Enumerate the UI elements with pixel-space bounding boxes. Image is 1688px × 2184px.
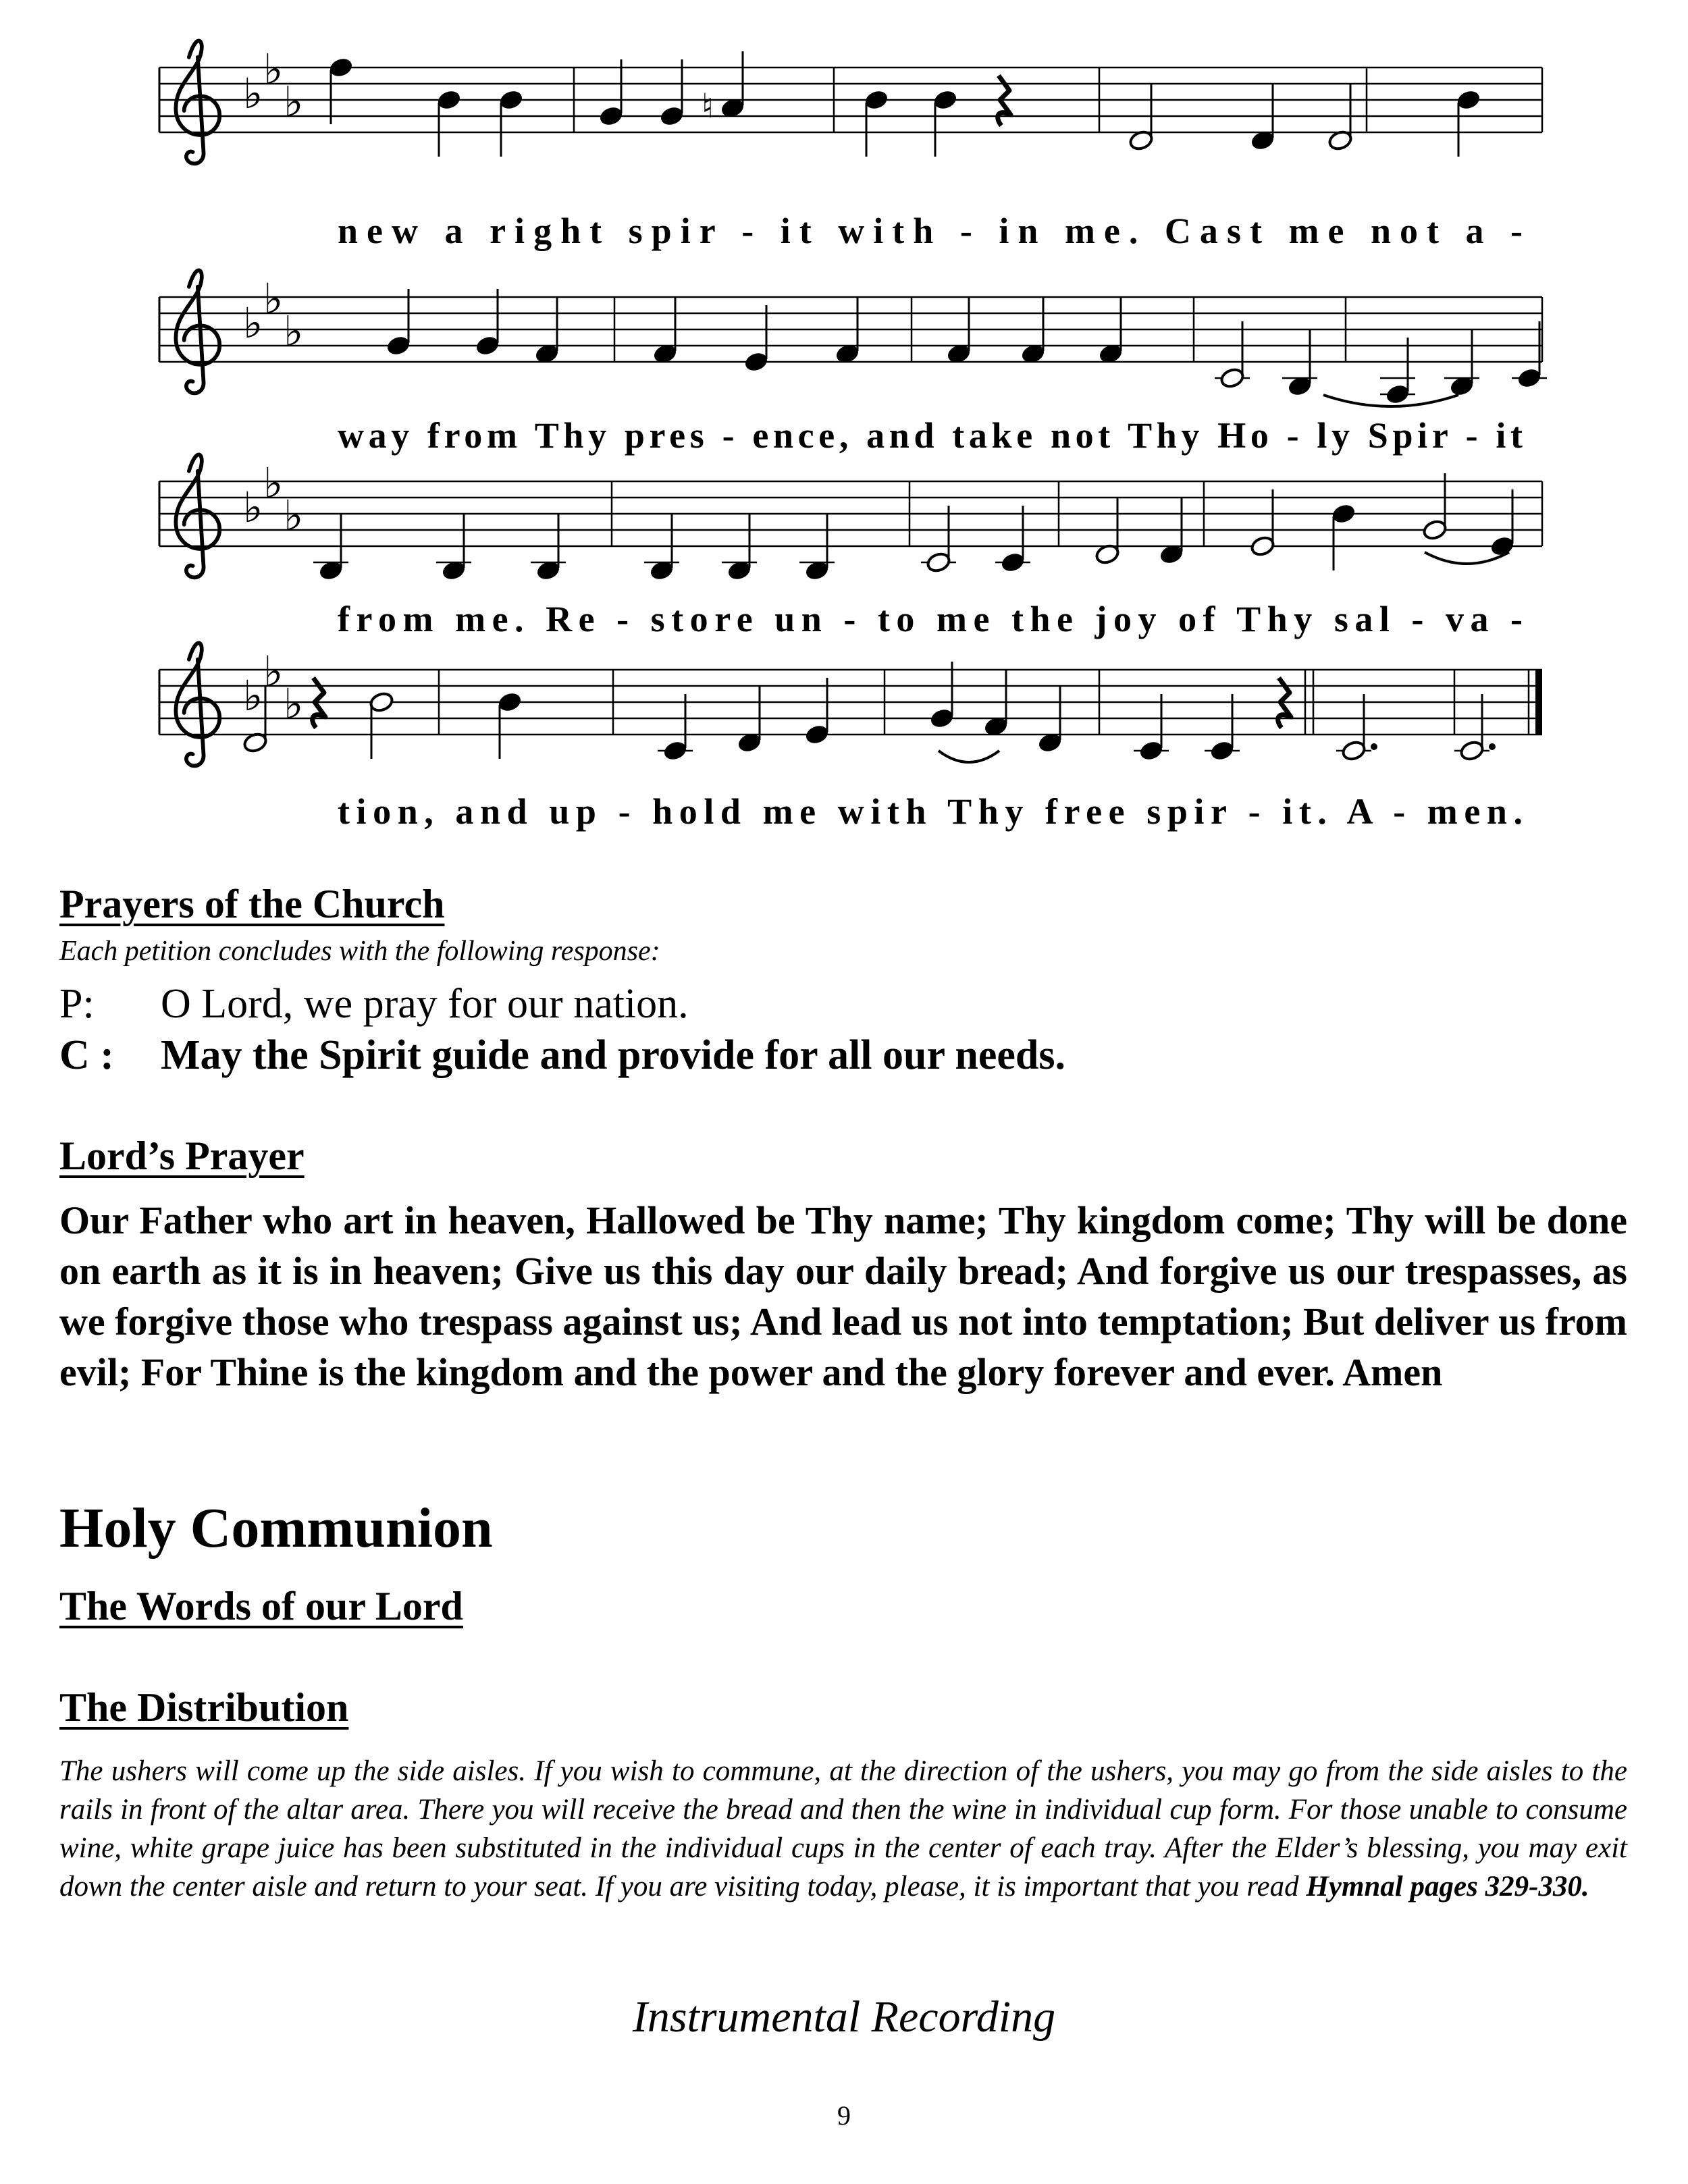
note-head [1331,502,1356,525]
hymn-score [0,0,1688,851]
note-head [598,105,624,127]
note-head [1000,551,1026,573]
distribution-instructions [59,1752,1627,1906]
note-head [436,88,462,111]
note-head [475,334,500,356]
flat-icon: ♭ [284,77,304,126]
flat-icon: ♭ [284,491,304,540]
note-head [1250,535,1275,557]
congregation-line [59,1032,1065,1080]
flat-icon: ♭ [284,307,304,356]
treble-clef-icon [176,41,219,163]
staff-system [159,454,1542,639]
flat-icon: ♭ [263,274,284,323]
natural-icon: ♮ [702,86,714,126]
hymn-lyrics-line: tion, and up - hold me with Thy free spir - it. A - men. [338,791,1523,832]
page-number: 9 [837,2100,851,2131]
instrumental-recording: Instrumental Recording [632,1992,1056,2042]
words-of-our-lord-heading: The Words of our Lord [59,1584,463,1628]
flat-icon: ♭ [243,671,263,720]
speaker-c: C : [59,1032,114,1078]
note-head [1459,739,1485,762]
congregation-text: May the Spirit guide and provide for all our needs. [161,1032,1066,1078]
note-head [804,723,830,745]
flat-icon: ♭ [263,45,284,94]
note-head [1341,739,1367,762]
staff-system [159,270,1547,456]
note-head [743,350,769,373]
holy-communion-title: Holy Communion [59,1497,493,1560]
note-head [1489,535,1515,557]
note-head [1422,518,1448,541]
note-head [1516,367,1542,389]
note-head [369,691,394,713]
staff-system [159,643,1542,832]
lords-prayer-heading: Lord’s Prayer [59,1134,305,1178]
treble-clef-icon [176,270,219,393]
note-head [497,691,523,713]
speaker-p: P: [59,981,95,1027]
prayers-rubric: Each petition concludes with the following response: [59,936,660,967]
flat-icon: ♭ [243,298,263,348]
lords-prayer-text: Our Father who art in heaven, Hallowed be Thy name; Thy kingdom come; Thy will be done on earth as it is in heaven; Give us this day our daily bread; And forgive us our trespasses, as we forgive those who trespass against us; And lead us not into temptation; But deliver us from evil; For Thine is the kingdom and the power and the glory forever and ever. Amen [59,1198,1627,1394]
note-head [929,707,955,729]
hymn-lyrics-line: way from Thy pres - ence, and take not Thy Ho - ly Spir - it [338,415,1523,456]
note-head [1219,367,1245,389]
hymn-lyrics-line: from me. Re - store un - to me the joy of Thy sal - va - [338,599,1523,639]
flat-icon: ♭ [243,483,263,532]
note-head [498,88,524,111]
note-head [659,105,685,127]
note-head [932,88,958,111]
flat-icon: ♭ [263,458,284,508]
note-head [1456,88,1481,111]
flat-icon: ♭ [243,69,263,118]
treble-clef-icon [176,643,219,766]
note-head [1385,383,1410,405]
flat-icon: ♭ [263,647,284,696]
note-head [1209,739,1235,762]
note-head [864,88,889,111]
staff-system [159,41,1542,251]
flat-icon: ♭ [284,679,304,728]
treble-clef-icon [176,454,219,577]
music-notation [0,0,1688,851]
prayers-heading: Prayers of the Church [59,882,445,926]
hymn-lyrics-line: new a right spir - it with - in me. Cast me not a - [338,211,1523,251]
note-head [386,334,411,356]
note-head [926,551,951,573]
pastor-line [59,980,689,1028]
hymnal-pages-reference: Hymnal pages 329-330. [1306,1871,1589,1902]
distribution-text: The ushers will come up the side aisles. If you wish to commune, at the direction of the ushers, you may go from the side aisles to the rails in front of the altar area. There you will receive the bread and then the wine in individual cup form. For those unable to consume wine, white grape juice has been substituted in the individual cups in the center of each tray. After the Elder’s blessing, you may exit down the center aisle and return to your seat. If you are visiting today, please, it is important that you read [59,1755,1627,1902]
distribution-heading: The Distribution [59,1685,349,1730]
pastor-text: O Lord, we pray for our nation. [161,981,689,1027]
note-head [1138,739,1164,762]
note-head [328,56,354,78]
note-head [662,739,688,762]
